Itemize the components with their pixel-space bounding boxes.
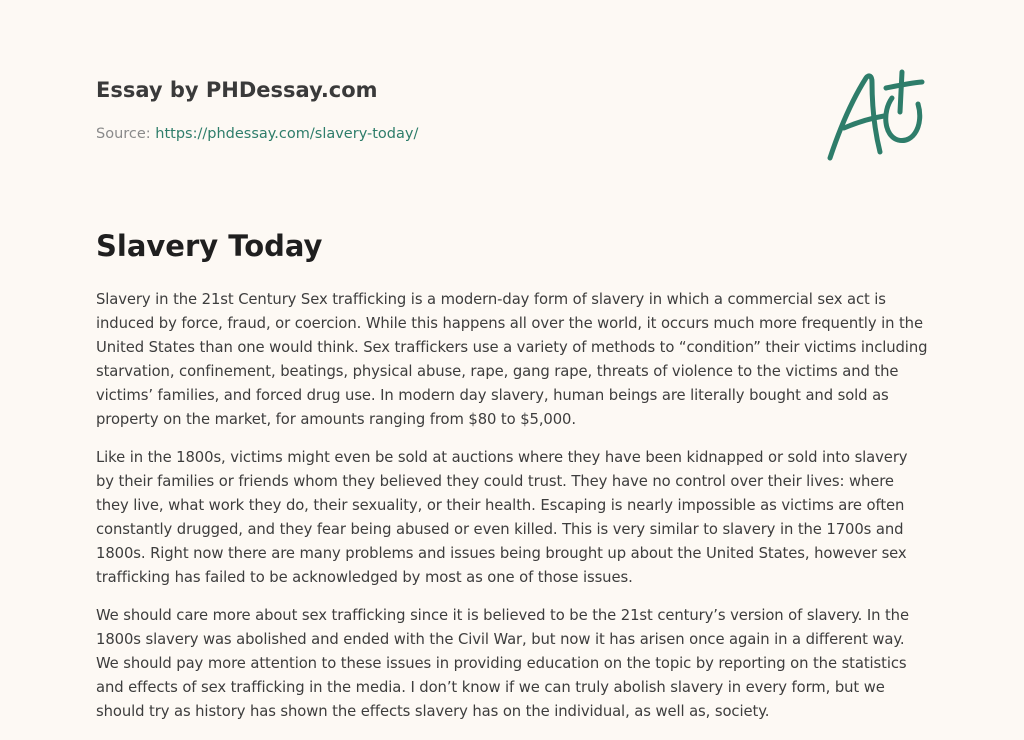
essay-paragraph-1: Slavery in the 21st Century Sex trafficking is a modern-day form of slavery in which a commercial sex act is induced by force, fraud, or coercion. While this happens all over the world, it occurs much more frequently in the United States than one would think. Sex traffickers use a variety of methods to “condition” their victims including starvation, confinement, beatings, physical abuse, rape, gang rape, threats of violence to the victims and the victims’ families, and forced drug use. In modern day slavery, human beings are literally bought and sold as property on the market, for amounts ranging from $80 to $5,000. (96, 291, 928, 428)
a-plus-grade-icon (822, 66, 928, 166)
source-label: Source: (96, 126, 151, 142)
essay-paragraph-2: Like in the 1800s, victims might even be sold at auctions where they have been kidnapped or sold into slavery by their families or friends whom they believed they could trust. They have no control over their lives: where they live, what work they do, their sexuality, or their health. Escaping is nearly impossible as victims are often constantly drugged, and they fear being abused or even killed. This is very similar to slavery in the 1700s and 1800s. Right now there are many problems and issues being brought up about the United States, however sex trafficking has failed to be acknowledged by most as one of those issues. (96, 449, 908, 586)
site-title: Essay by PHDessay.com (96, 78, 378, 102)
essay-paragraph-3: We should care more about sex trafficking since it is believed to be the 21st century’s version of slavery. In the 1800s slavery was abolished and ended with the Civil War, but now it has arisen once again in a different way. We should pay more attention to these issues in providing education on the topic by reporting on the statistics and effects of sex trafficking in the media. I don’t know if we can truly abolish slavery in every form, but we should try as history has shown the effects slavery has on the individual, as well as, society. (96, 607, 909, 720)
source-line (96, 124, 796, 144)
source-link[interactable]: https://phdessay.com/slavery-today/ (155, 126, 419, 142)
essay-title: Slavery Today (96, 229, 323, 263)
essay-content (96, 226, 928, 738)
page-header (96, 76, 796, 144)
